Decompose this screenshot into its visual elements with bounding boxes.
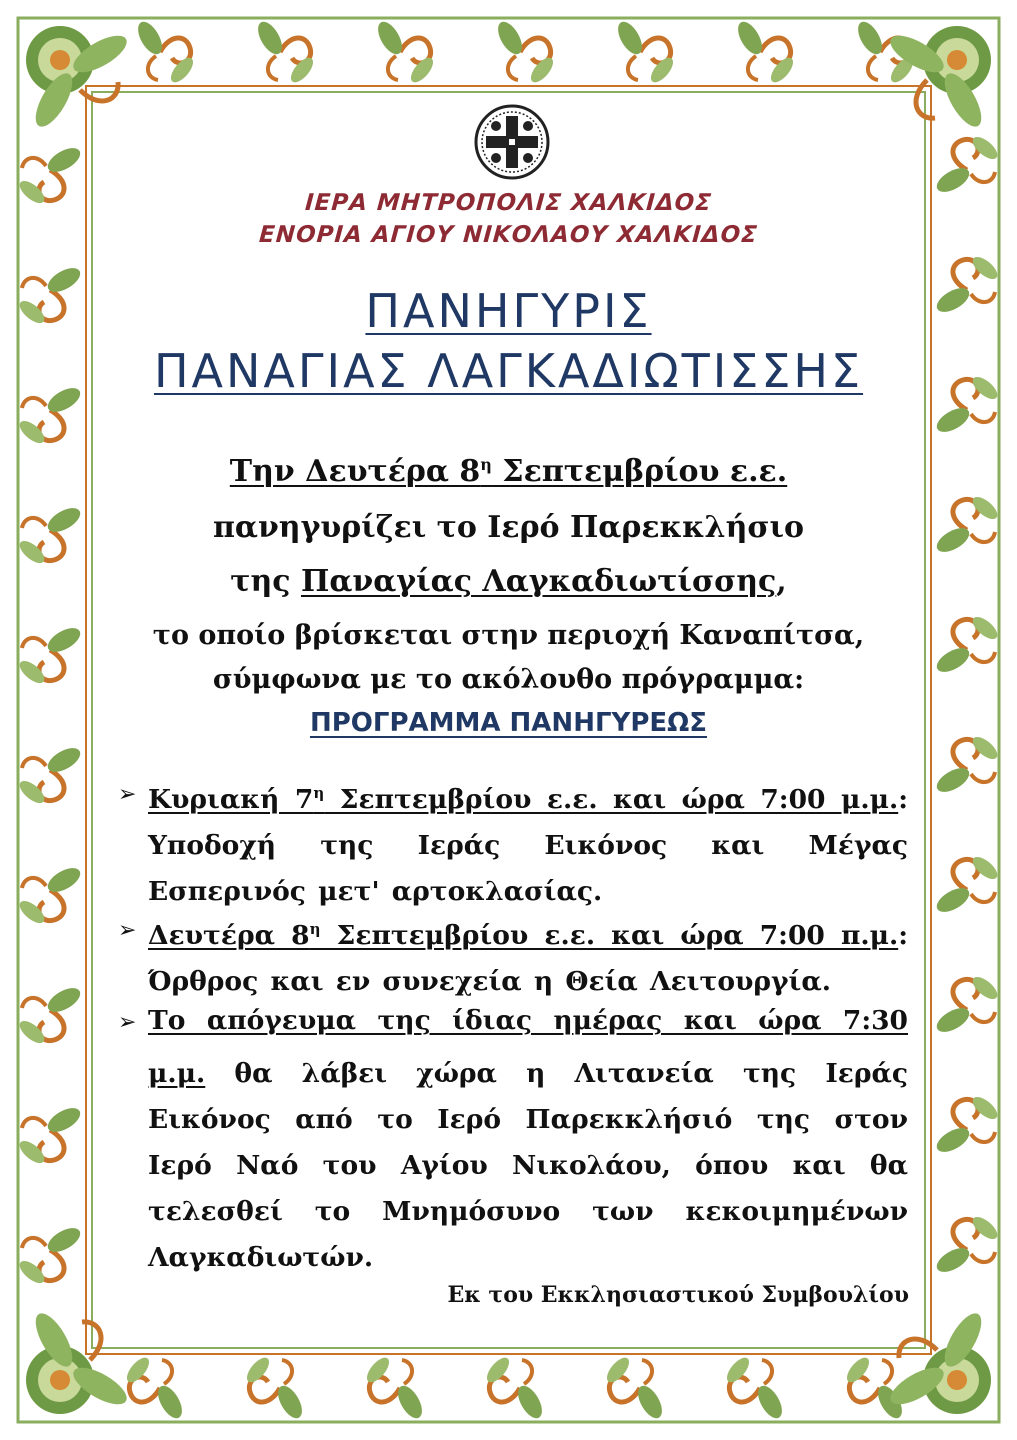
- border-flourish: [933, 133, 1001, 197]
- border-flourish: [363, 1354, 427, 1422]
- border-flourish: [16, 863, 84, 927]
- border-flourish: [16, 1103, 84, 1167]
- border-flourish: [733, 18, 797, 86]
- cross-seal-icon: [474, 104, 550, 180]
- intro-line-4: το οποίο βρίσκεται στην περιοχή Καναπίτσα,: [152, 620, 865, 651]
- border-flourish: [133, 18, 197, 86]
- border-flourish: [243, 1354, 307, 1422]
- metropolis-name: ΙΕΡΑ ΜΗΤΡΟΠΟΛΙΣ ΧΑΛΚΙΔΟΣ: [304, 190, 713, 216]
- border-flourish: [493, 18, 557, 86]
- bullet-arrow-icon: ➢: [118, 782, 137, 807]
- border-flourish: [123, 1354, 187, 1422]
- border-flourish: [483, 1354, 547, 1422]
- program-item-2: Δευτέρα $8^\eta$ Σεπτεμβρίου ε.ε. και ώρα 7:00 π.μ.: Όρθρος και εν συνεχεία η Θεία Λειτουργία.: [148, 919, 908, 997]
- border-flourish: [933, 973, 1001, 1037]
- intro-date-line: Την Δευτέρα $8^\eta$ Σεπτεμβρίου ε.ε.: [229, 454, 788, 489]
- bullet-arrow-icon: ➢: [118, 918, 137, 943]
- border-flourish: [933, 733, 1001, 797]
- program-item-1: Κυριακή $7^\eta$ Σεπτεμβρίου ε.ε. και ώρα 7:00 μ.μ.: Υποδοχή της Ιεράς Εικόνος και Μέγας Εσπερινός μετ' αρτοκλασίας.: [148, 783, 908, 907]
- title-line-2: ΠΑΝΑΓΙΑΣ ΛΑΓΚΑΔΙΩΤΙΣΣΗΣ: [153, 344, 864, 398]
- border-flourish: [933, 1213, 1001, 1277]
- intro-line-2: πανηγυρίζει το Ιερό Παρεκκλήσιο: [212, 510, 805, 545]
- border-flourish: [613, 18, 677, 86]
- border-flourish: [723, 1354, 787, 1422]
- border-flourish: [16, 1223, 84, 1287]
- parish-name: ΕΝΟΡΙΑ ΑΓΙΟΥ ΝΙΚΟΛΑΟΥ ΧΑΛΚΙΔΟΣ: [258, 222, 759, 248]
- intro-line-3: της Παναγίας Λαγκαδιωτίσσης,: [230, 564, 787, 599]
- border-flourish: [603, 1354, 667, 1422]
- signature: Εκ του Εκκλησιαστικού Συμβουλίου: [447, 1282, 909, 1308]
- border-flourish: [16, 983, 84, 1047]
- border-flourish: [933, 1093, 1001, 1157]
- border-flourish: [16, 743, 84, 807]
- bullet-arrow-icon: ➢: [118, 1010, 137, 1035]
- border-flourish: [373, 18, 437, 86]
- title-line-1: ΠΑΝΗΓΥΡΙΣ: [365, 284, 652, 338]
- intro-line-5: σύμφωνα με το ακόλουθο πρόγραμμα:: [212, 664, 805, 695]
- border-flourish: [253, 18, 317, 86]
- program-title: ΠΡΟΓΡΑΜΜΑ ΠΑΝΗΓΥΡΕΩΣ: [309, 708, 708, 738]
- border-flourish: [933, 853, 1001, 917]
- program-item-3: Το απόγευμα της ίδιας ημέρας και ώρα 7:30 μ.μ. θα λάβει χώρα η Λιτανεία της Ιεράς Εικόνος από το Ιερό Παρεκκλήσιό της στον Ιερό Ναό του Αγίου Νικολάου, όπου και θα τελεσθεί το Μνημόσυνο των κεκοιμημένων Λαγκαδιωτών.: [148, 1005, 908, 1273]
